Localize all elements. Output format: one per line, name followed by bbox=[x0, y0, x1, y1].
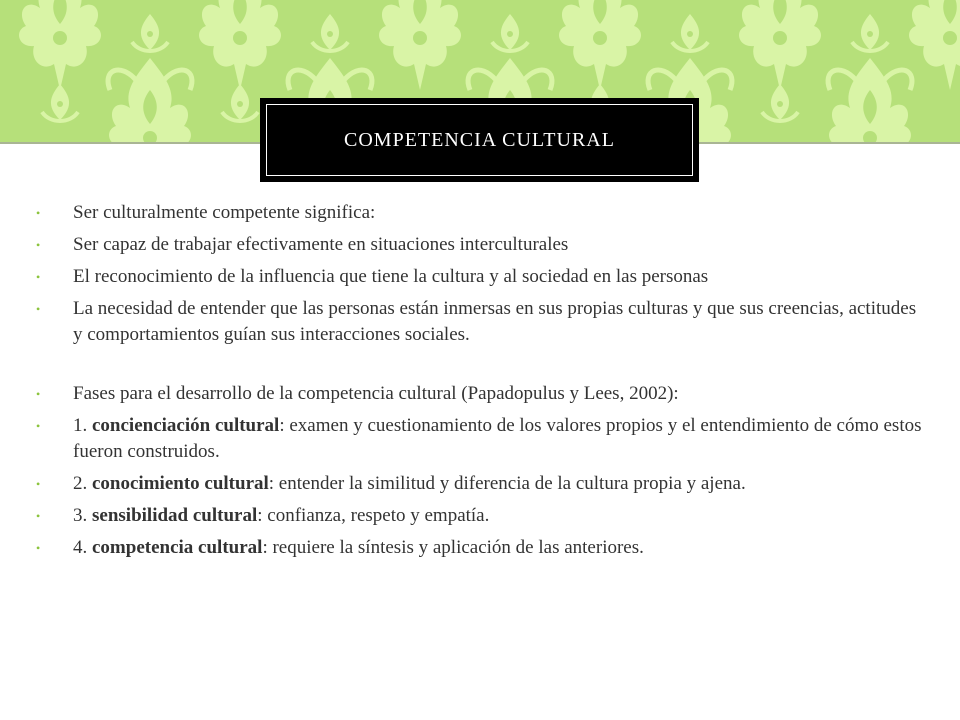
bullet-text: Ser culturalmente competente significa: bbox=[73, 202, 376, 223]
bullet-icon: • bbox=[36, 509, 41, 523]
bullet-icon: • bbox=[36, 238, 41, 252]
spacer bbox=[36, 354, 926, 381]
phase-desc: : confianza, respeto y empatía. bbox=[257, 505, 490, 526]
phase-desc: : requiere la síntesis y aplicación de las anteriores. bbox=[262, 537, 644, 558]
bullet-icon: • bbox=[36, 270, 41, 284]
bullet-item bbox=[36, 296, 926, 348]
title-frame bbox=[266, 104, 693, 176]
bullet-text: Ser capaz de trabajar efectivamente en situaciones interculturales bbox=[73, 234, 569, 255]
phases-list bbox=[36, 381, 926, 561]
phase-text bbox=[73, 413, 926, 465]
phase-desc: : entender la similitud y diferencia de la cultura propia y ajena. bbox=[268, 473, 746, 494]
phase-item bbox=[36, 413, 926, 465]
slide-title: COMPETENCIA CULTURAL bbox=[344, 128, 615, 151]
phase-item bbox=[36, 471, 926, 497]
bullet-icon: • bbox=[36, 206, 41, 220]
phase-item bbox=[36, 535, 926, 561]
phase-number: 1. bbox=[73, 415, 88, 436]
phase-item bbox=[36, 503, 926, 529]
phase-number: 2. bbox=[73, 473, 88, 494]
bullet-icon: • bbox=[36, 302, 41, 316]
phase-desc: : examen y cuestionamiento de los valores propios y el entendimiento de cómo estos fueron construidos. bbox=[73, 415, 922, 462]
phase-number: 4. bbox=[73, 537, 88, 558]
bullet-item bbox=[36, 232, 926, 258]
bullet-icon: • bbox=[36, 541, 41, 555]
bullet-text: La necesidad de entender que las personas están inmersas en sus propias culturas y que sus creencias, actitudes y comportamientos guían sus interacciones sociales. bbox=[73, 298, 917, 345]
phase-text bbox=[73, 535, 926, 561]
bullet-icon: • bbox=[36, 477, 41, 491]
phase-term: sensibilidad cultural bbox=[92, 505, 258, 526]
phase-text bbox=[73, 503, 926, 529]
phase-text bbox=[73, 471, 926, 497]
bullet-item bbox=[36, 200, 926, 226]
slide-body bbox=[36, 200, 926, 567]
phase-number: 3. bbox=[73, 505, 88, 526]
title-box bbox=[260, 98, 699, 182]
bullet-text: El reconocimiento de la influencia que tiene la cultura y al sociedad en las personas bbox=[73, 266, 709, 287]
phases-heading-item bbox=[36, 381, 926, 407]
phase-term: conocimiento cultural bbox=[92, 473, 269, 494]
bullet-item bbox=[36, 264, 926, 290]
bullet-icon: • bbox=[36, 387, 41, 401]
phases-heading: Fases para el desarrollo de la competencia cultural (Papadopulus y Lees, 2002): bbox=[73, 383, 679, 404]
phase-term: concienciación cultural bbox=[92, 415, 280, 436]
bullet-icon: • bbox=[36, 419, 41, 433]
intro-list bbox=[36, 200, 926, 348]
phase-term: competencia cultural bbox=[92, 537, 263, 558]
